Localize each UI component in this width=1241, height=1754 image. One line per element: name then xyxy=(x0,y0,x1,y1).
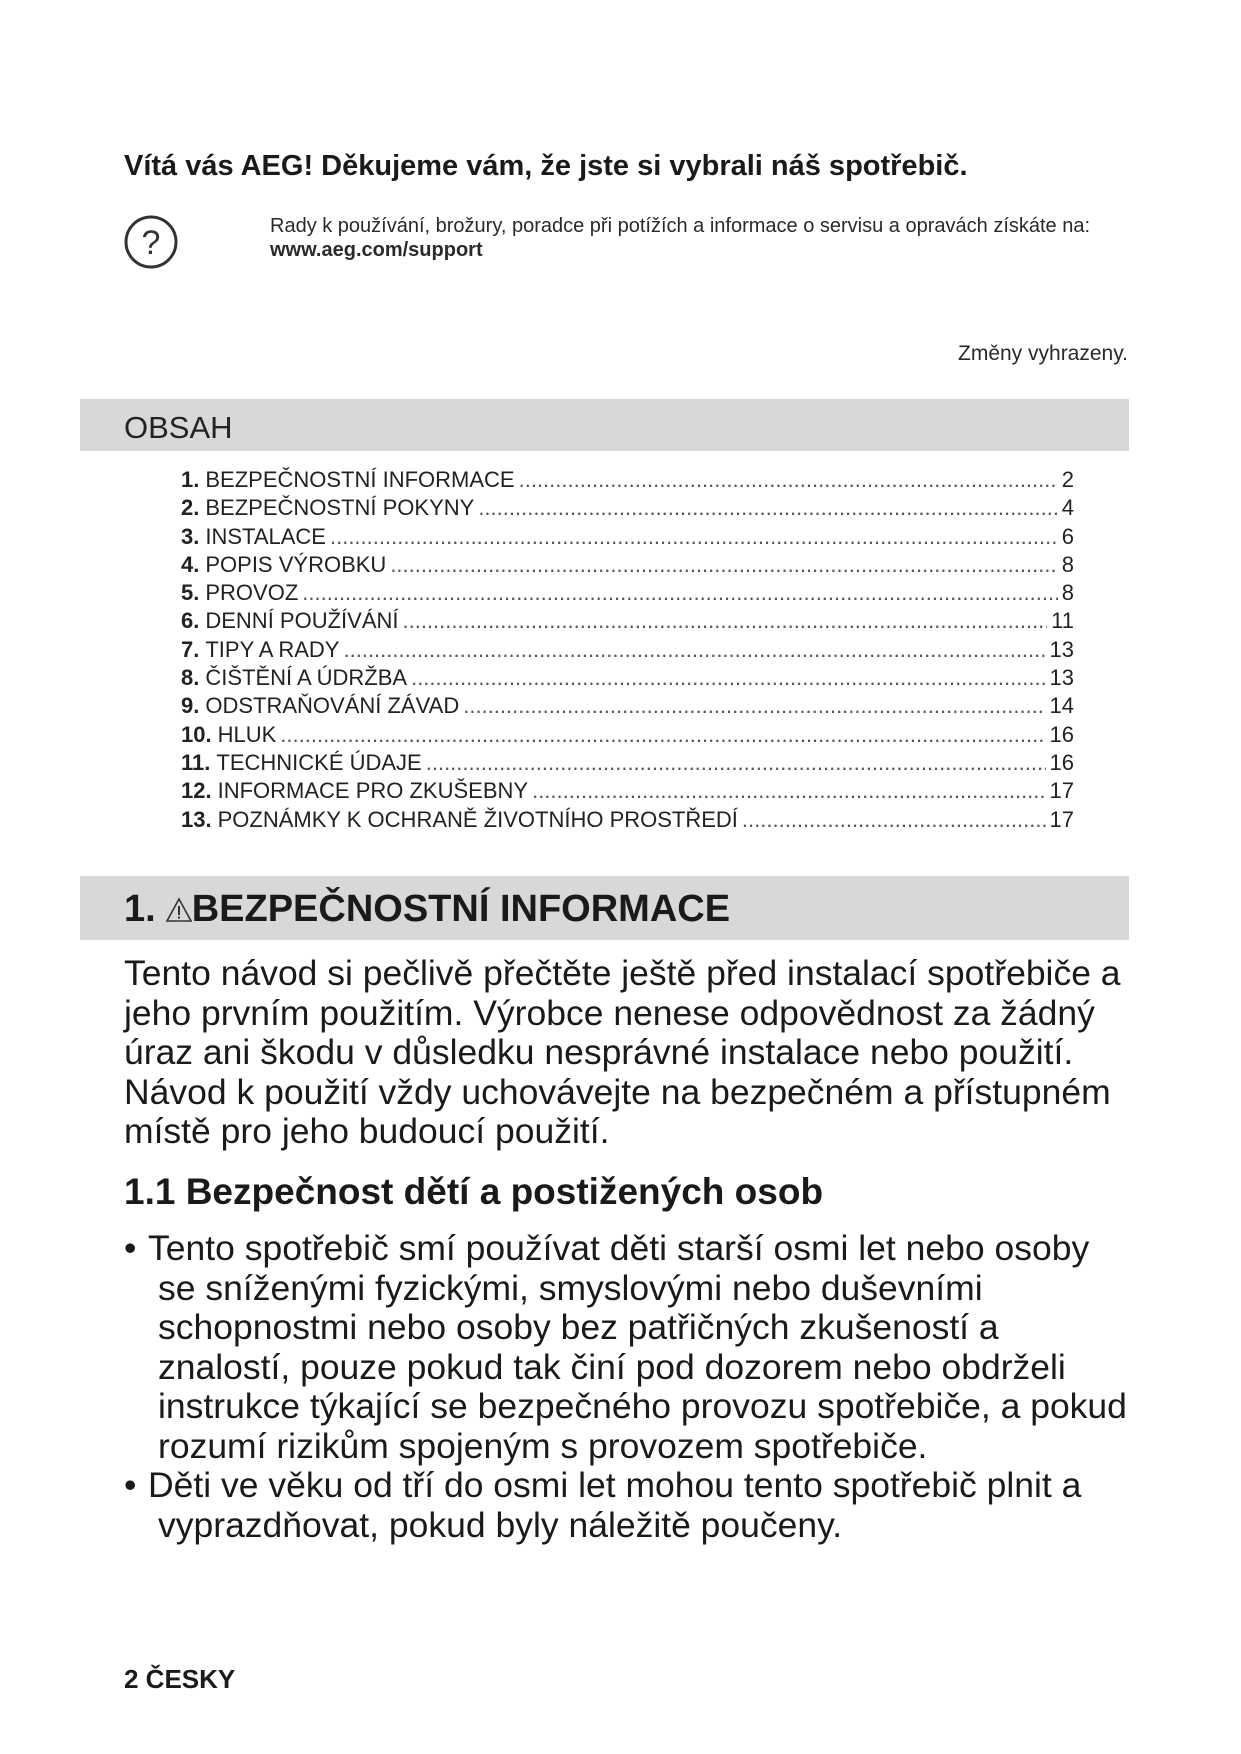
section-number: 1. xyxy=(124,888,156,930)
toc-item[interactable] xyxy=(181,665,1074,693)
toc-item-page: 14 xyxy=(1049,693,1074,719)
toc-item[interactable] xyxy=(181,693,1074,721)
list-item xyxy=(124,1466,1134,1545)
welcome-heading: Vítá vás AEG! Děkujeme vám, že jste si vybrali náš spotřebič. xyxy=(124,150,968,182)
bullet-list xyxy=(124,1229,1134,1545)
subsection-title: 1.1 Bezpečnost dětí a postižených osob xyxy=(124,1171,824,1212)
toc-title: OBSAH xyxy=(124,410,233,445)
intro-paragraph: Tento návod si pečlivě přečtěte ještě před instalací spotřebiče a jeho prvním použitím. Výrobce nenese odpovědnost za žádný úraz ani škodu v důsledku nesprávné instalace nebo použití. Návod k použití vždy uchovávejte na bezpečném a přístupném místě pro jeho budoucí použití. xyxy=(124,953,1121,1151)
toc-item-page: 13 xyxy=(1049,665,1074,691)
toc-item-label: TIPY A RADY xyxy=(205,636,340,662)
toc-item-number: 6. xyxy=(181,608,200,634)
toc-leader-dots xyxy=(280,722,1045,748)
list-item-text: Děti ve věku od tří do osmi let mohou tento spotřebič plnit a vyprazdňovat, pokud byly náležitě poučeny. xyxy=(148,1465,1082,1545)
toc-item-page: 17 xyxy=(1049,806,1074,832)
toc-item[interactable] xyxy=(181,722,1074,750)
toc-item-number: 8. xyxy=(181,665,200,691)
toc-leader-dots xyxy=(411,665,1045,691)
toc-item[interactable] xyxy=(181,495,1074,523)
toc-item-label: PROVOZ xyxy=(205,580,299,606)
toc-item[interactable] xyxy=(181,778,1074,806)
toc-item-number: 5. xyxy=(181,580,200,606)
toc-item-label: DENNÍ POUŽÍVÁNÍ xyxy=(205,608,399,634)
toc-item-number: 12. xyxy=(181,778,212,804)
toc-item[interactable] xyxy=(181,608,1074,636)
list-item xyxy=(124,1229,1134,1466)
toc-leader-dots xyxy=(742,807,1046,833)
toc-item-label: BEZPEČNOSTNÍ INFORMACE xyxy=(205,467,515,492)
toc-item-number: 10. xyxy=(181,721,212,747)
toc-item-page: 16 xyxy=(1049,721,1074,747)
toc-item-page: 4 xyxy=(1061,495,1074,521)
warning-triangle-icon xyxy=(166,897,192,923)
list-item-text: Tento spotřebič smí používat děti starší osmi let nebo osoby se sníženými fyzickými, smyslovými nebo duševními schopnostmi nebo osoby bez patřičných zkušeností a znalostí, pouze pokud tak činí pod dozorem nebo obdrželi instrukce týkající se bezpečného provozu spotřebiče, a pokud rozumí rizikům spojeným s provozem spotřebiče. xyxy=(148,1228,1127,1466)
toc-item-label: ODSTRAŇOVÁNÍ ZÁVAD xyxy=(205,693,460,719)
toc-item-number: 2. xyxy=(181,495,200,521)
toc-leader-dots xyxy=(403,608,1048,634)
toc-item-label: TECHNICKÉ ÚDAJE xyxy=(216,749,422,775)
toc-item-number: 3. xyxy=(181,523,200,549)
svg-text:?: ? xyxy=(141,224,161,262)
changes-note: Změny vyhrazeny. xyxy=(958,342,1128,365)
toc-leader-dots xyxy=(532,778,1045,804)
page-footer: 2 ČESKY xyxy=(124,1664,236,1694)
toc-header-bar xyxy=(80,399,1129,451)
toc-item-number: 11. xyxy=(181,749,211,775)
toc-item-label: HLUK xyxy=(217,721,277,747)
toc-leader-dots xyxy=(330,524,1058,550)
toc-leader-dots xyxy=(463,693,1045,719)
toc-item-number: 9. xyxy=(181,693,200,719)
bullet-dot: • xyxy=(124,1465,137,1505)
toc-item[interactable] xyxy=(181,637,1074,665)
toc-item-label: BEZPEČNOSTNÍ POKYNY xyxy=(205,495,475,521)
toc-item[interactable] xyxy=(181,552,1074,580)
bullet-dot: • xyxy=(124,1228,137,1268)
toc-item-page: 8 xyxy=(1061,551,1074,577)
toc-item-label: ČIŠTĚNÍ A ÚDRŽBA xyxy=(205,665,408,691)
toc-leader-dots xyxy=(426,750,1046,776)
toc-item-page: 16 xyxy=(1049,749,1074,775)
toc-leader-dots xyxy=(343,637,1045,663)
toc-leader-dots xyxy=(302,580,1057,606)
toc-item[interactable] xyxy=(181,807,1074,835)
toc-item-label: POPIS VÝROBKU xyxy=(205,551,387,577)
toc-item-number: 1. xyxy=(181,467,200,492)
toc-item-page: 17 xyxy=(1049,778,1074,804)
support-link[interactable]: www.aeg.com/support xyxy=(270,239,483,261)
toc-item-label: POZNÁMKY K OCHRANĚ ŽIVOTNÍHO PROSTŘEDÍ xyxy=(217,806,738,832)
question-circle-icon xyxy=(123,214,179,270)
toc-item-page: 8 xyxy=(1061,580,1074,606)
help-text: Rady k používání, brožury, poradce při potížích a informace o servisu a opravách získáte na: xyxy=(270,215,1091,237)
table-of-contents xyxy=(181,467,1074,835)
toc-leader-dots xyxy=(478,495,1057,521)
toc-item-label: INSTALACE xyxy=(205,523,326,549)
toc-item-number: 7. xyxy=(181,636,200,662)
toc-item[interactable] xyxy=(181,580,1074,608)
section-title-text: BEZPEČNOSTNÍ INFORMACE xyxy=(191,888,731,930)
section-title xyxy=(124,888,730,931)
toc-leader-dots xyxy=(519,467,1058,493)
toc-item[interactable] xyxy=(181,750,1074,778)
toc-item-number: 4. xyxy=(181,551,200,577)
toc-item-number: 13. xyxy=(181,806,212,832)
toc-item-page: 13 xyxy=(1049,636,1074,662)
toc-item-label: INFORMACE PRO ZKUŠEBNY xyxy=(217,778,529,804)
toc-item-page: 2 xyxy=(1061,467,1074,492)
toc-item-page: 6 xyxy=(1061,523,1074,549)
help-info xyxy=(270,214,1130,262)
toc-item[interactable] xyxy=(181,467,1074,495)
toc-item-page: 11 xyxy=(1051,608,1074,634)
section-header-bar xyxy=(80,876,1129,940)
toc-item[interactable] xyxy=(181,524,1074,552)
toc-leader-dots xyxy=(390,552,1057,578)
